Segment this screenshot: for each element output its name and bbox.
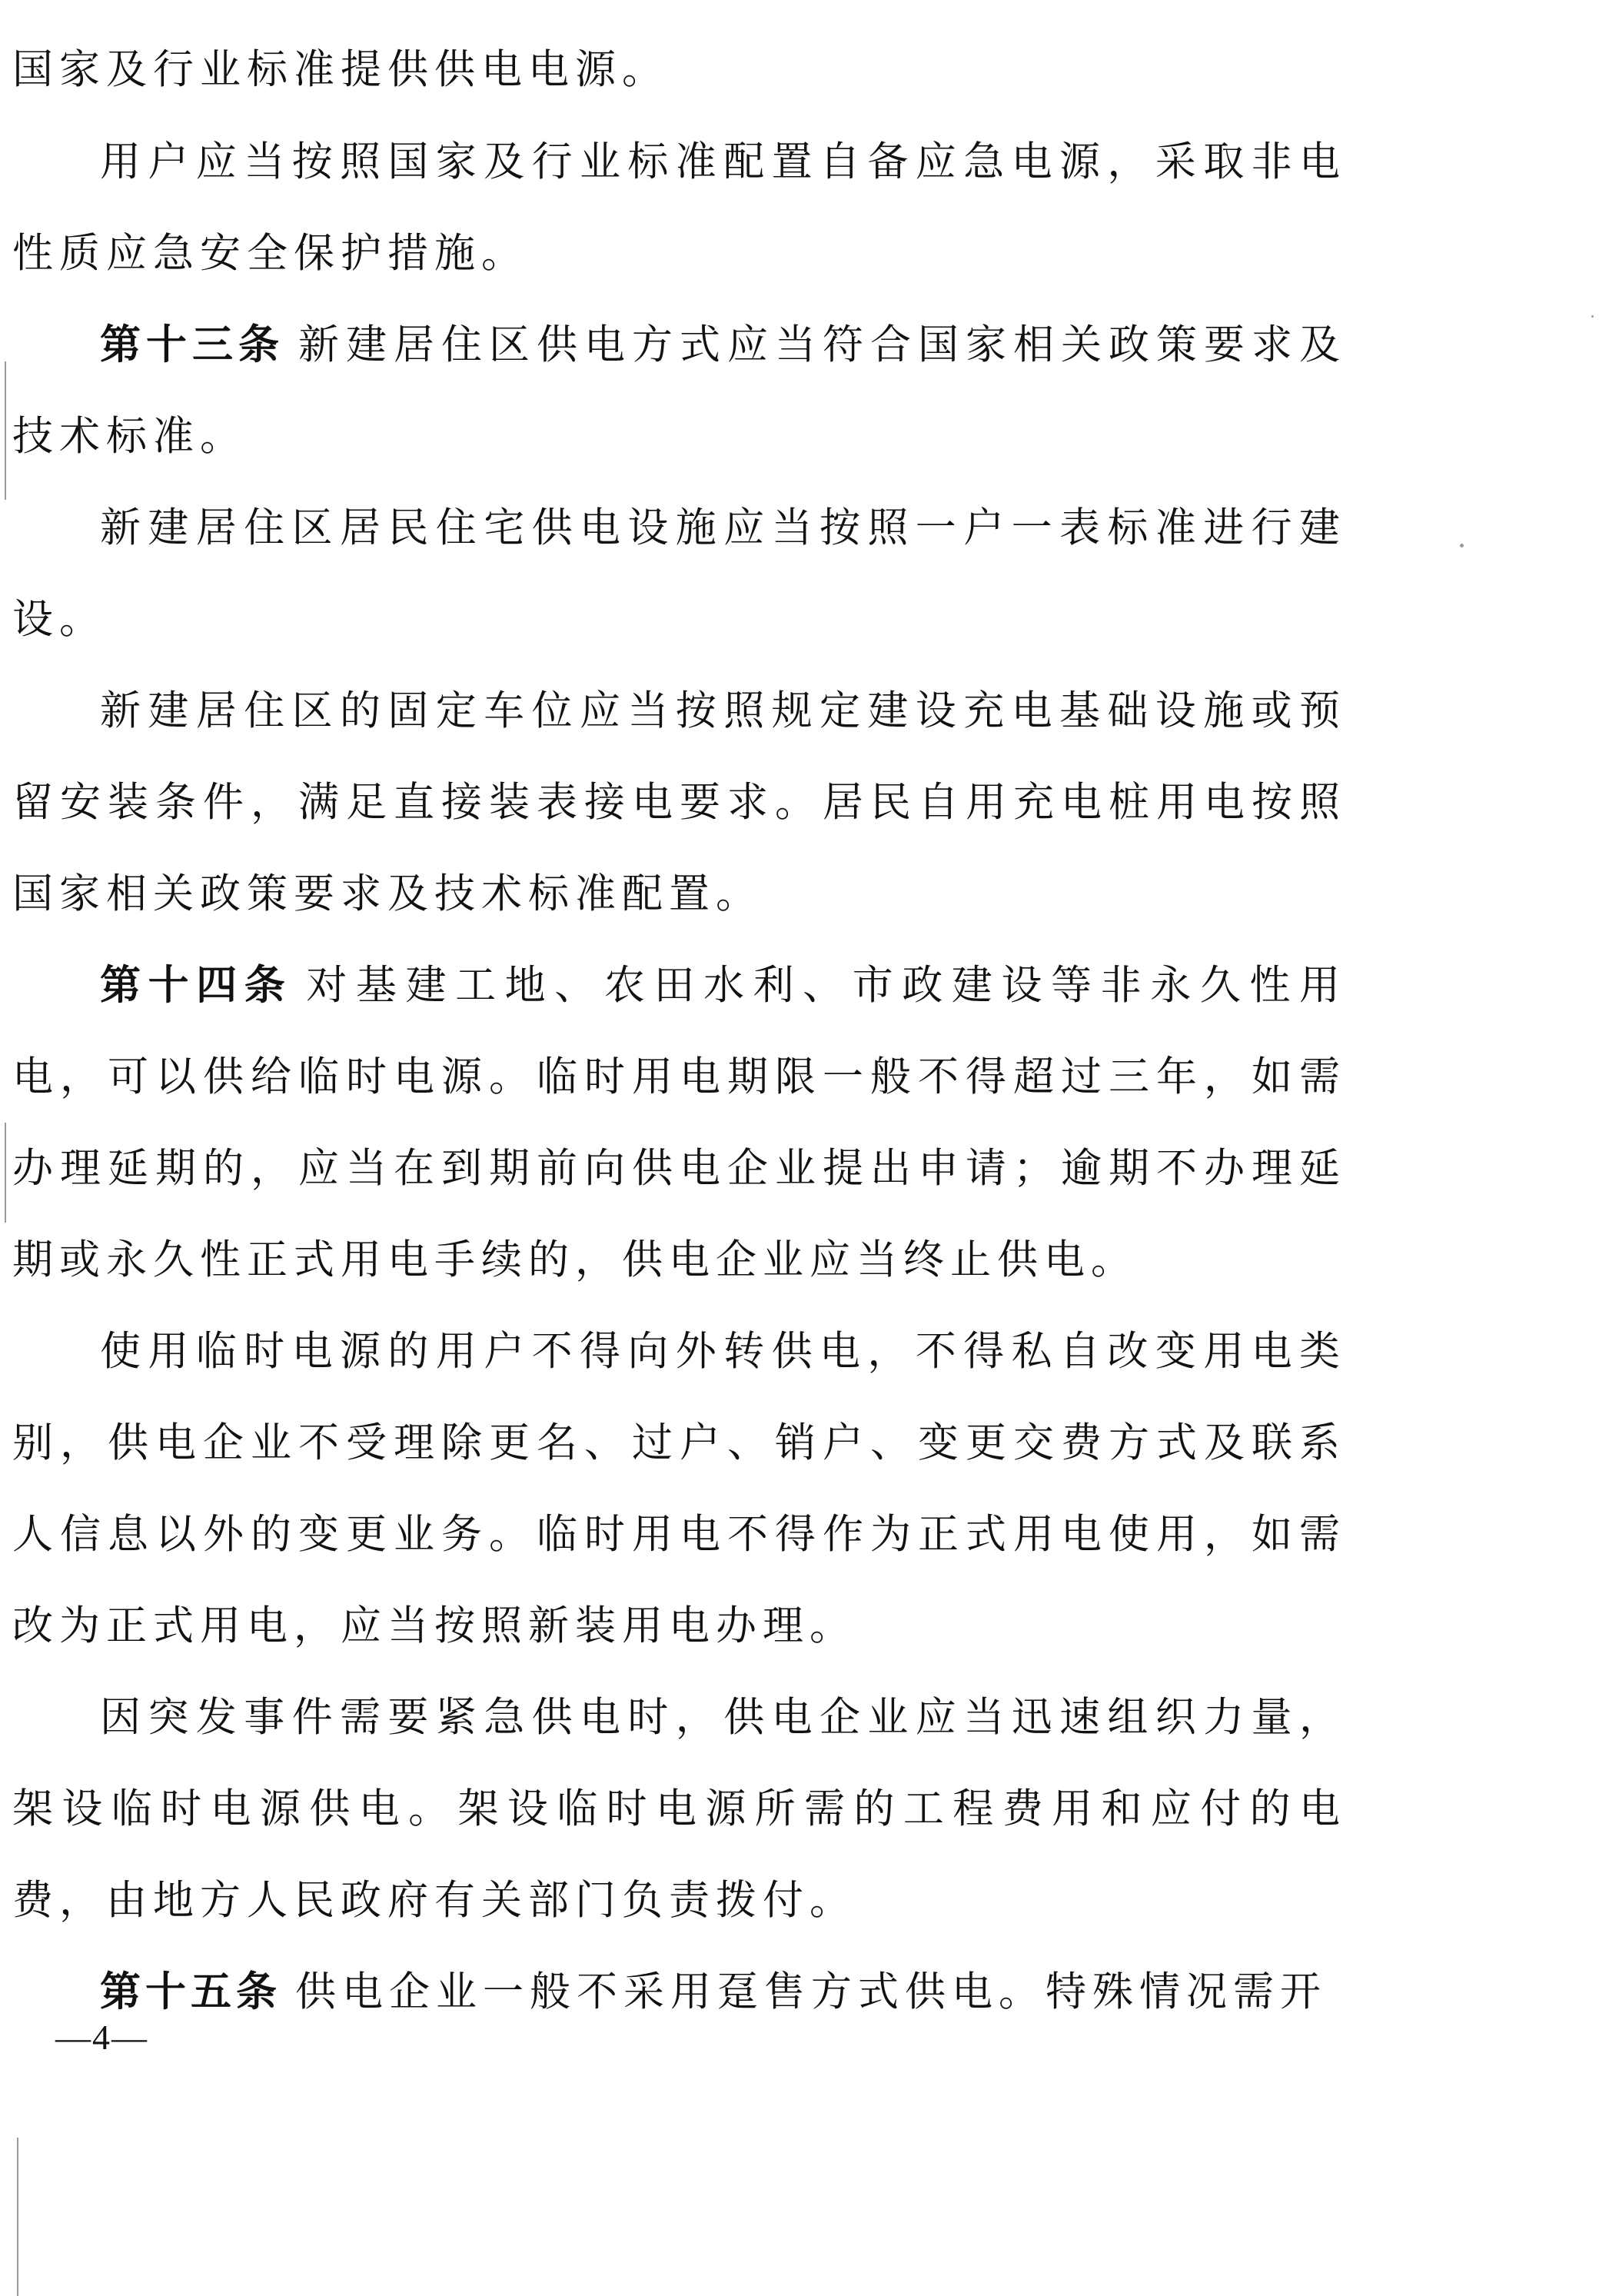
paragraph-text: 新建居住区居民住宅供电设施应当按照一户一表标准进行建设。 (12, 504, 1346, 643)
scan-artifact (1460, 544, 1464, 547)
article-heading: 第十三条 (100, 321, 284, 368)
article-heading: 第十四条 (100, 962, 293, 1009)
paragraph-charging-facilities (12, 665, 1346, 940)
scan-artifact (1591, 315, 1594, 318)
paragraph-text: 新建居住区的固定车位应当按照规定建设充电基础设施或预留安装条件，满足直接装表接电要求。居民自用充电桩用电按照国家相关政策要求及技术标准配置。 (12, 687, 1346, 917)
paragraph-one-household-one-meter (12, 482, 1346, 665)
article-14 (12, 940, 1346, 1306)
page-number: —4— (55, 2018, 148, 2057)
paragraph-text: 新建居住区供电方式应当符合国家相关政策要求及技术标准。 (12, 321, 1346, 460)
paragraph-text: 国家及行业标准提供供电电源。 (12, 46, 669, 93)
paragraph-temporary-power-users (12, 1306, 1346, 1672)
article-15 (12, 1946, 1346, 2038)
paragraph-text: 用户应当按照国家及行业标准配置自备应急电源，采取非电性质应急安全保护措施。 (12, 138, 1346, 277)
scan-artifact (5, 1123, 6, 1223)
scan-artifact (5, 361, 6, 500)
paragraph-text: 使用临时电源的用户不得向外转供电，不得私自改变用电类别，供电企业不受理除更名、过户、销户、变更交费方式及联系人信息以外的变更业务。临时用电不得作为正式用电使用，如需改为正式用电，应当按照新装用电办理。 (12, 1328, 1346, 1649)
article-13 (12, 299, 1346, 482)
paragraph-text: 因突发事件需要紧急供电时，供电企业应当迅速组织力量，架设临时电源供电。架设临时电源所需的工程费用和应付的电费，由地方人民政府有关部门负责拨付。 (12, 1694, 1346, 1924)
article-heading: 第十五条 (100, 1968, 281, 2015)
paragraph-continued (12, 24, 1346, 115)
paragraph-text: 对基建工地、农田水利、市政建设等非永久性用电，可以供给临时电源。临时用电期限一般不得超过三年，如需办理延期的，应当在到期前向供电企业提出申请；逾期不办理延期或永久性正式用电手续的，供电企业应当终止供电。 (12, 962, 1347, 1283)
paragraph-backup-power (12, 116, 1346, 299)
paragraph-emergency-power (12, 1672, 1346, 1946)
scan-artifact (17, 2138, 18, 2296)
paragraph-text: 供电企业一般不采用趸售方式供电。特殊情况需开 (295, 1968, 1327, 2015)
